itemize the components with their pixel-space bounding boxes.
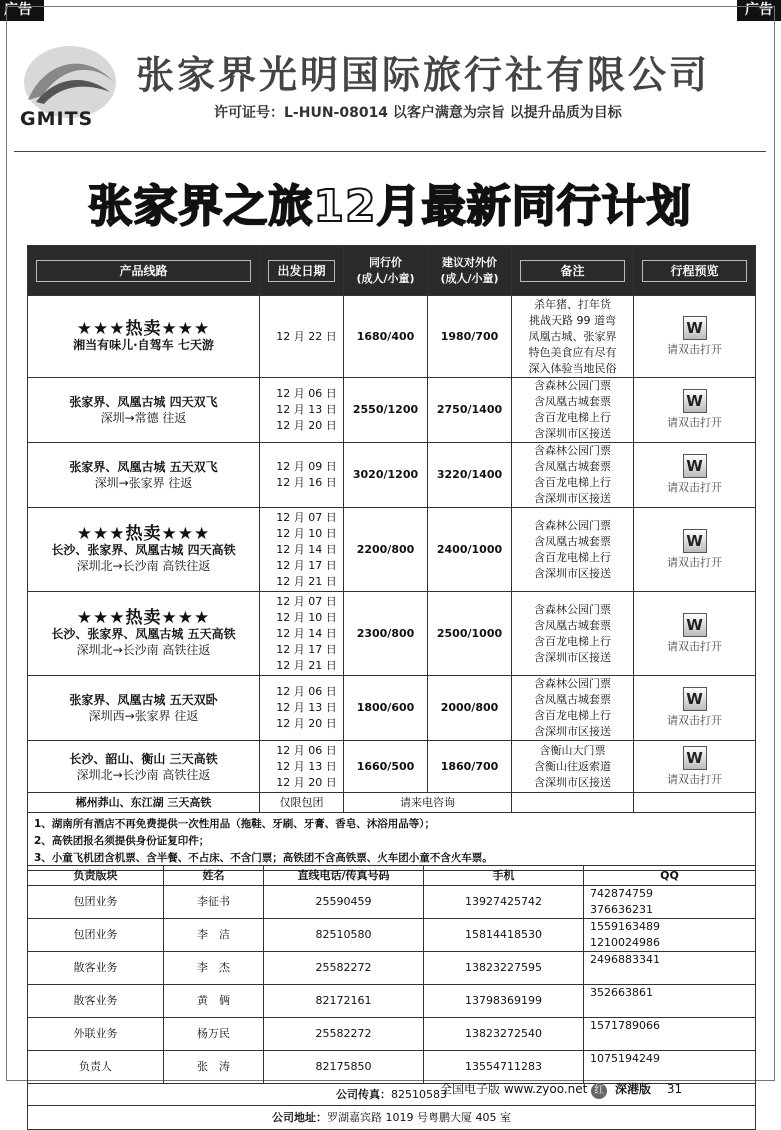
date-cell: 仅限包团 (260, 793, 344, 813)
qq-number: 1210024986 (590, 936, 660, 949)
departure-date: 12 月 22 日 (276, 329, 337, 343)
departure-date: 12 月 17 日 (276, 558, 337, 572)
qq-cell (584, 1051, 756, 1084)
name-cell: 李 洁 (164, 919, 264, 952)
contact-row (28, 919, 756, 952)
note-line: 含衡山大门票 (539, 743, 606, 757)
note-line: 含百龙电梯上行 (534, 411, 611, 424)
departure-date: 12 月 10 日 (276, 610, 337, 624)
contact-header-qq: QQ (584, 866, 756, 886)
header-notes: 备注 (512, 246, 634, 296)
table-row (28, 676, 756, 741)
table-row (28, 741, 756, 793)
header-preview: 行程预览 (634, 246, 756, 296)
sector-cell: 散客业务 (28, 985, 164, 1018)
footer-site: 全国电子版 www.zyoo.net (440, 1082, 588, 1096)
word-document-icon[interactable]: W (683, 687, 707, 711)
date-cell (260, 443, 344, 508)
sector-cell: 负责人 (28, 1051, 164, 1084)
name-cell: 李 杰 (164, 952, 264, 985)
word-document-icon[interactable]: W (683, 746, 707, 770)
mobile-cell: 13798369199 (424, 985, 584, 1018)
route-cell (28, 741, 260, 793)
preview-label: 请双击打开 (667, 555, 722, 569)
name-cell: 李征书 (164, 886, 264, 919)
contact-header-name: 姓名 (164, 866, 264, 886)
preview-label: 请双击打开 (667, 714, 722, 727)
qq-number: 1075194249 (590, 1052, 660, 1065)
departure-date: 12 月 07 日 (276, 510, 337, 524)
retail-price-cell: 2000/800 (428, 676, 512, 741)
qq-number: 742874759 (590, 887, 653, 900)
departure-date: 12 月 14 日 (276, 626, 337, 640)
note-line: 含凤凰古城套票 (534, 460, 611, 473)
route-cell: 郴州莽山、东江湖 三天高铁 (28, 793, 260, 813)
header-date: 出发日期 (260, 246, 344, 296)
departure-date: 12 月 13 日 (276, 701, 337, 714)
retail-price-cell: 2500/1000 (428, 592, 512, 676)
notes-cell (512, 741, 634, 793)
name-cell: 张 涛 (164, 1051, 264, 1084)
address-cell: 公司地址：罗湖嘉宾路 1019 号粤鹏大厦 405 室 (28, 1106, 756, 1130)
note-line: 含深圳市区接送 (534, 427, 611, 440)
route-title: 张家界、凤凰古城 四天双飞 (69, 395, 218, 409)
peer-price-cell: 1800/600 (344, 676, 428, 741)
hot-sale-badge: ★★★热卖★★★ (76, 523, 211, 544)
route-cell (28, 443, 260, 508)
mobile-cell: 13554711283 (424, 1051, 584, 1084)
notes-cell (512, 592, 634, 676)
note-line: 含百龙电梯上行 (534, 476, 611, 489)
route-title: 湘当有味儿·自驾车 七天游 (73, 337, 214, 352)
peer-price-cell: 2300/800 (344, 592, 428, 676)
qq-cell (584, 985, 756, 1018)
company-header (14, 40, 766, 152)
sector-cell: 外联业务 (28, 1018, 164, 1051)
header-retail-price: 建议对外价 (成人/小童) (428, 246, 512, 296)
table-row-consult (28, 793, 756, 813)
departure-date: 12 月 13 日 (276, 403, 337, 416)
retail-price-cell: 3220/1400 (428, 443, 512, 508)
departure-date: 12 月 20 日 (276, 419, 337, 432)
contact-header-mobile: 手机 (424, 866, 584, 886)
departure-date: 12 月 06 日 (276, 685, 337, 698)
notes-cell (512, 443, 634, 508)
note-line: 含深圳市区接送 (534, 566, 611, 580)
departure-date: 12 月 09 日 (276, 460, 337, 473)
table-row (28, 508, 756, 592)
departure-date: 12 月 07 日 (276, 594, 337, 608)
retail-price-cell: 1980/700 (428, 296, 512, 378)
itinerary-preview[interactable] (634, 443, 756, 508)
sector-cell: 包团业务 (28, 919, 164, 952)
date-cell (260, 592, 344, 676)
address-row (28, 1106, 756, 1130)
contact-row (28, 952, 756, 985)
phone-cell: 25582272 (264, 952, 424, 985)
departure-date: 12 月 16 日 (276, 476, 337, 489)
route-transport: 深圳→常德 往返 (100, 411, 187, 425)
contact-row (28, 886, 756, 919)
route-title: 张家界、凤凰古城 五天双卧 (69, 693, 218, 707)
note-line: 含森林公园门票 (534, 677, 611, 690)
route-cell (28, 378, 260, 443)
phone-cell: 82510580 (264, 919, 424, 952)
tour-plan-table (27, 245, 756, 871)
date-cell (260, 741, 344, 793)
note-line: 含森林公园门票 (534, 518, 611, 532)
name-cell: 黄 俩 (164, 985, 264, 1018)
departure-date: 12 月 20 日 (276, 775, 337, 789)
route-cell (28, 592, 260, 676)
note-line: 含森林公园门票 (534, 444, 611, 457)
page-title: 张家界之旅12月最新同行计划 (88, 181, 692, 232)
terms-row (28, 813, 756, 871)
peer-price-cell: 2550/1200 (344, 378, 428, 443)
mobile-cell: 13927425742 (424, 886, 584, 919)
word-document-icon[interactable]: W (683, 389, 707, 413)
note-line: 凤凰古城、张家界 (528, 329, 617, 343)
note-line: 含凤凰古城套票 (534, 395, 611, 408)
departure-date: 12 月 06 日 (276, 387, 337, 400)
header-route: 产品线路 (28, 246, 260, 296)
price-cell: 请来电咨询 (344, 793, 512, 813)
word-document-icon[interactable]: W (683, 454, 707, 478)
date-cell (260, 508, 344, 592)
preview-label: 请双击打开 (667, 342, 722, 356)
qq-cell (584, 886, 756, 919)
route-cell (28, 508, 260, 592)
note-line: 含森林公园门票 (534, 379, 611, 392)
note-line: 深入体验当地民俗 (528, 361, 617, 375)
sector-cell: 包团业务 (28, 886, 164, 919)
note-line: 含百龙电梯上行 (534, 709, 611, 722)
route-transport: 深圳北→长沙南 高铁往返 (76, 642, 211, 657)
itinerary-preview[interactable] (634, 676, 756, 741)
hot-sale-badge: ★★★热卖★★★ (76, 318, 211, 339)
table-row (28, 378, 756, 443)
mobile-cell: 13823272540 (424, 1018, 584, 1051)
qq-number: 2496883341 (590, 953, 660, 966)
ad-label-right: 广告 (737, 0, 781, 21)
contact-row (28, 1018, 756, 1051)
route-transport: 深圳北→长沙南 高铁往返 (76, 558, 211, 573)
peer-price-cell: 2200/800 (344, 508, 428, 592)
mobile-cell: 15814418530 (424, 919, 584, 952)
departure-date: 12 月 21 日 (276, 574, 337, 588)
contact-row (28, 1051, 756, 1084)
itinerary-preview[interactable] (634, 592, 756, 676)
table-row (28, 443, 756, 508)
departure-date: 12 月 10 日 (276, 526, 337, 540)
note-line: 含深圳市区接送 (534, 775, 611, 789)
departure-date: 12 月 14 日 (276, 542, 337, 556)
route-transport: 深圳西→张家界 往返 (88, 709, 199, 723)
fax-cell: 公司传真：82510583 (28, 1084, 756, 1106)
footer-page-number: 31 (666, 1082, 683, 1096)
table-header-row (28, 246, 756, 296)
departure-date: 12 月 20 日 (276, 717, 337, 730)
note-line: 含衡山往返索道 (534, 759, 611, 773)
license-line: 许可证号：L-HUN-08014 以客户满意为宗旨 以提升品质为目标 (214, 105, 622, 121)
hot-sale-badge: ★★★热卖★★★ (76, 607, 211, 628)
header-peer-price: 同行价 (成人/小童) (344, 246, 428, 296)
qq-cell (584, 1018, 756, 1051)
departure-date: 12 月 17 日 (276, 642, 337, 656)
itinerary-preview[interactable] (634, 508, 756, 592)
preview-label: 请双击打开 (667, 772, 722, 786)
logo-text: GMITS (20, 108, 94, 130)
qq-number: 1571789066 (590, 1019, 660, 1032)
preview-cell (634, 793, 756, 813)
sector-cell: 散客业务 (28, 952, 164, 985)
word-document-icon[interactable]: W (683, 613, 707, 637)
qq-number: 352663861 (590, 986, 653, 999)
route-title: 长沙、韶山、衡山 三天高铁 (69, 751, 218, 766)
contact-header-sector: 负责版块 (28, 866, 164, 886)
term-item: 1、湖南所有酒店不再免费提供一次性用品（拖鞋、牙刷、牙膏、香皂、沐浴用品等）； (34, 818, 436, 830)
peer-price-cell: 3020/1200 (344, 443, 428, 508)
note-line: 含深圳市区接送 (534, 492, 611, 505)
company-name: 张家界光明国际旅行社有限公司 (136, 53, 711, 97)
qq-number: 1559163489 (590, 920, 660, 933)
route-cell (28, 676, 260, 741)
notes-cell (512, 296, 634, 378)
phone-cell: 25590459 (264, 886, 424, 919)
route-title: 张家界、凤凰古城 五天双飞 (69, 460, 218, 474)
note-line: 特色美食应有尽有 (528, 345, 617, 359)
peer-price-cell: 1680/400 (344, 296, 428, 378)
departure-date: 12 月 06 日 (276, 743, 337, 757)
word-document-icon[interactable]: W (683, 529, 707, 553)
departure-date: 12 月 21 日 (276, 658, 337, 672)
phone-cell: 25582272 (264, 1018, 424, 1051)
retail-price-cell: 2750/1400 (428, 378, 512, 443)
terms-cell (28, 813, 756, 871)
phone-cell: 82175850 (264, 1051, 424, 1084)
note-line: 含深圳市区接送 (534, 650, 611, 664)
note-line: 挑战天路 99 道弯 (529, 313, 616, 327)
note-line: 含深圳市区接送 (534, 725, 611, 738)
table-row (28, 592, 756, 676)
peer-price-cell: 1660/500 (344, 741, 428, 793)
phone-cell: 82172161 (264, 985, 424, 1018)
route-title: 长沙、张家界、凤凰古城 四天高铁 (51, 542, 236, 557)
footer-edition: 深港版 (615, 1082, 652, 1096)
notes-cell (512, 676, 634, 741)
note-line: 含凤凰古城套票 (534, 693, 611, 706)
name-cell: 杨万民 (164, 1018, 264, 1051)
route-transport: 深圳→张家界 往返 (94, 476, 193, 490)
route-transport: 深圳北→长沙南 高铁往返 (76, 767, 211, 782)
note-line: 含凤凰古城套票 (534, 534, 611, 548)
note-line: 含百龙电梯上行 (534, 550, 611, 564)
mobile-cell: 13823227595 (424, 952, 584, 985)
contact-row (28, 985, 756, 1018)
retail-price-cell: 2400/1000 (428, 508, 512, 592)
qq-cell (584, 919, 756, 952)
page-footer (440, 1080, 682, 1099)
itinerary-preview[interactable] (634, 741, 756, 793)
qq-number: 376636231 (590, 903, 653, 916)
departure-date: 12 月 13 日 (276, 759, 337, 773)
word-document-icon[interactable]: W (683, 316, 707, 340)
retail-price-cell: 1860/700 (428, 741, 512, 793)
term-item: 2、高铁团报名须提供身份证复印件； (34, 835, 210, 847)
preview-label: 请双击打开 (667, 639, 722, 653)
contact-header-phone: 直线电话/传真号码 (264, 866, 424, 886)
ad-label-left: 广告 (0, 0, 44, 21)
route-cell (28, 296, 260, 378)
preview-label: 请双击打开 (667, 481, 722, 494)
term-item: 3、小童飞机团含机票、含半餐、不占床、不含门票；高铁团不含高铁票、火车团小童不含火车票。 (34, 852, 493, 864)
table-row (28, 296, 756, 378)
itinerary-preview[interactable] (634, 296, 756, 378)
notes-cell (512, 508, 634, 592)
notes-cell (512, 378, 634, 443)
date-cell (260, 676, 344, 741)
qq-cell (584, 952, 756, 985)
note-line: 含凤凰古城套票 (534, 618, 611, 632)
footer-badge: 红 (591, 1083, 607, 1099)
route-title: 长沙、张家界、凤凰古城 五天高铁 (51, 626, 236, 641)
contact-header-row (28, 866, 756, 886)
note-line: 杀年猪、打年货 (534, 297, 611, 311)
date-cell (260, 296, 344, 378)
notes-cell (512, 793, 634, 813)
note-line: 含百龙电梯上行 (534, 634, 611, 648)
date-cell (260, 378, 344, 443)
note-line: 含森林公园门票 (534, 602, 611, 616)
preview-label: 请双击打开 (667, 416, 722, 429)
itinerary-preview[interactable] (634, 378, 756, 443)
